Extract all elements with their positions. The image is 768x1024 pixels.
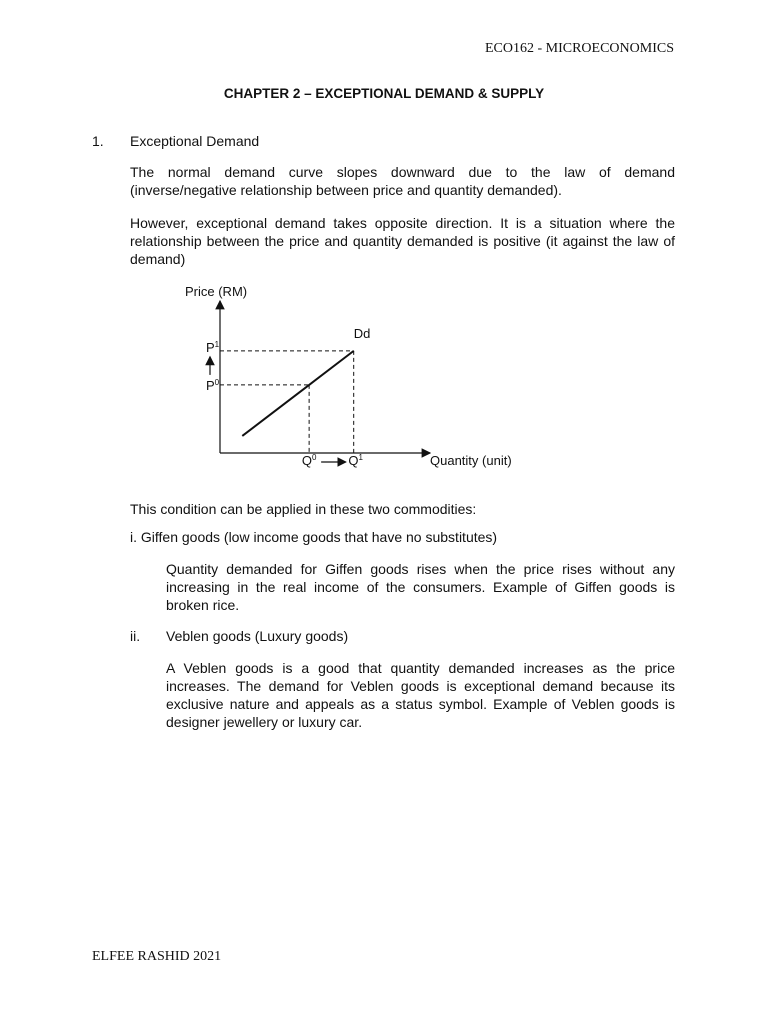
demand-curve-label: Dd [353,325,371,341]
y-axis-title: Price (RM) [185,284,248,299]
quantity-tick-q1: $Q^1$ [348,453,363,468]
veblen-goods-description: A Veblen goods is a good that quantity demanded increases as the price increases. The demand for Veblen goods is exceptional demand because its exclusive nature and appeals as a status symbol. Example of Veblen goods is designer jewellery or luxury car. [166,660,675,730]
x-axis-title: Quantity (unit) [430,453,512,468]
giffen-goods-label: i. Giffen goods (low income goods that have no substitutes) [130,529,498,545]
section-number: 1. [92,133,104,149]
exceptional-demand-paragraph: However, exceptional demand takes opposite direction. It is a situation where the relationship between the price and quantity demanded is positive (it against the law of demand) [130,215,675,267]
price-tick-p0: $P^0$ [206,377,220,393]
demand-curve-line [242,351,353,436]
commodities-intro: This condition can be applied in these two commodities: [130,501,477,517]
quantity-tick-q0: $Q^0$ [301,453,317,468]
giffen-goods-description: Quantity demanded for Giffen goods rises when the price rises without any increasing in the real income of the consumers. Example of Giffen goods is broken rice. [166,561,675,613]
chapter-title: CHAPTER 2 – EXCEPTIONAL DEMAND & SUPPLY [223,86,545,101]
normal-demand-paragraph: The normal demand curve slopes downward due to the law of demand (inverse/negative relationship between price and quantity demanded). [130,164,675,198]
footer-author: ELFEE RASHID 2021 [92,949,222,964]
veblen-goods-number: ii. [130,628,141,644]
veblen-goods-label: Veblen goods (Luxury goods) [166,628,349,644]
exceptional-demand-chart [160,280,540,480]
section-title: Exceptional Demand [130,133,260,149]
price-tick-p1: $P^1$ [206,339,220,355]
course-code-header: ECO162 - MICROECONOMICS [484,41,674,56]
